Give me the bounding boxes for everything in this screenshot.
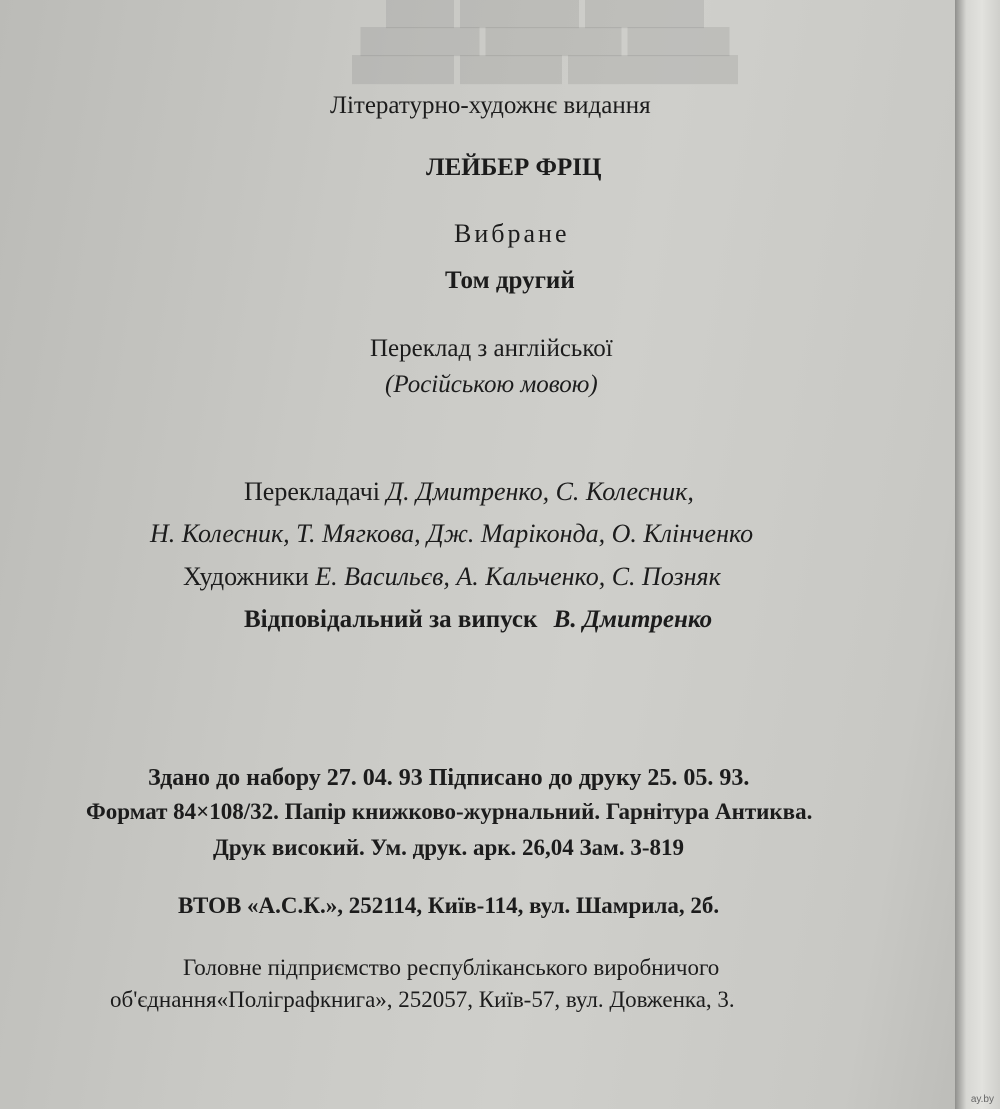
imprint-line-1: Здано до набору 27. 04. 93 Підписано до друку 25. 05. 93.	[148, 765, 750, 791]
author-name: ЛЕЙБЕР ФРІЦ	[426, 154, 602, 181]
printer-line-2: об'єднання«Поліграфкнига», 252057, Київ-57, вул. Довженка, 3.	[110, 987, 735, 1012]
imprint-line-3: Друк високий. Ум. друк. арк. 26,04 Зам. 3-819	[213, 835, 684, 860]
volume-title: Том другий	[445, 267, 575, 294]
editor-label: Відповідальний за випуск	[244, 606, 538, 633]
artists-names: Е. Васильєв, А. Кальченко, С. Позняк	[315, 562, 721, 591]
genre-line: Літературно-художнє видання	[330, 92, 651, 119]
show-through-text: ████ ███████ ███████ ███████ ████████ ██████ ██████ ██████ ██████████	[351, 1, 739, 83]
editor-line	[244, 605, 712, 635]
watermark: ay.by	[970, 1094, 994, 1105]
translators-names-1: Д. Дмитренко, С. Колесник,	[386, 477, 694, 506]
publisher-line: ВТОВ «А.С.К.», 252114, Київ-114, вул. Шамрила, 2б.	[178, 893, 720, 918]
translators-label: Перекладачі	[244, 477, 381, 506]
translators-line-1	[244, 477, 694, 507]
artists-line	[183, 562, 721, 592]
printer-line-1: Головне підприємство республіканського виробничого	[183, 955, 720, 980]
editor-name: В. Дмитренко	[553, 606, 713, 633]
collection-title: Вибране	[454, 219, 570, 248]
translation-line: Переклад з англійської	[370, 335, 613, 362]
imprint-line-2: Формат 84×108/32. Папір книжково-журнальний. Гарнітура Антиква.	[86, 799, 813, 824]
language-line: (Російською мовою)	[385, 371, 598, 398]
translators-line-2: Н. Колесник, Т. Мягкова, Дж. Маріконда, О. Клінченко	[150, 519, 754, 548]
book-gutter	[955, 0, 1000, 1109]
artists-label: Художники	[183, 562, 309, 591]
